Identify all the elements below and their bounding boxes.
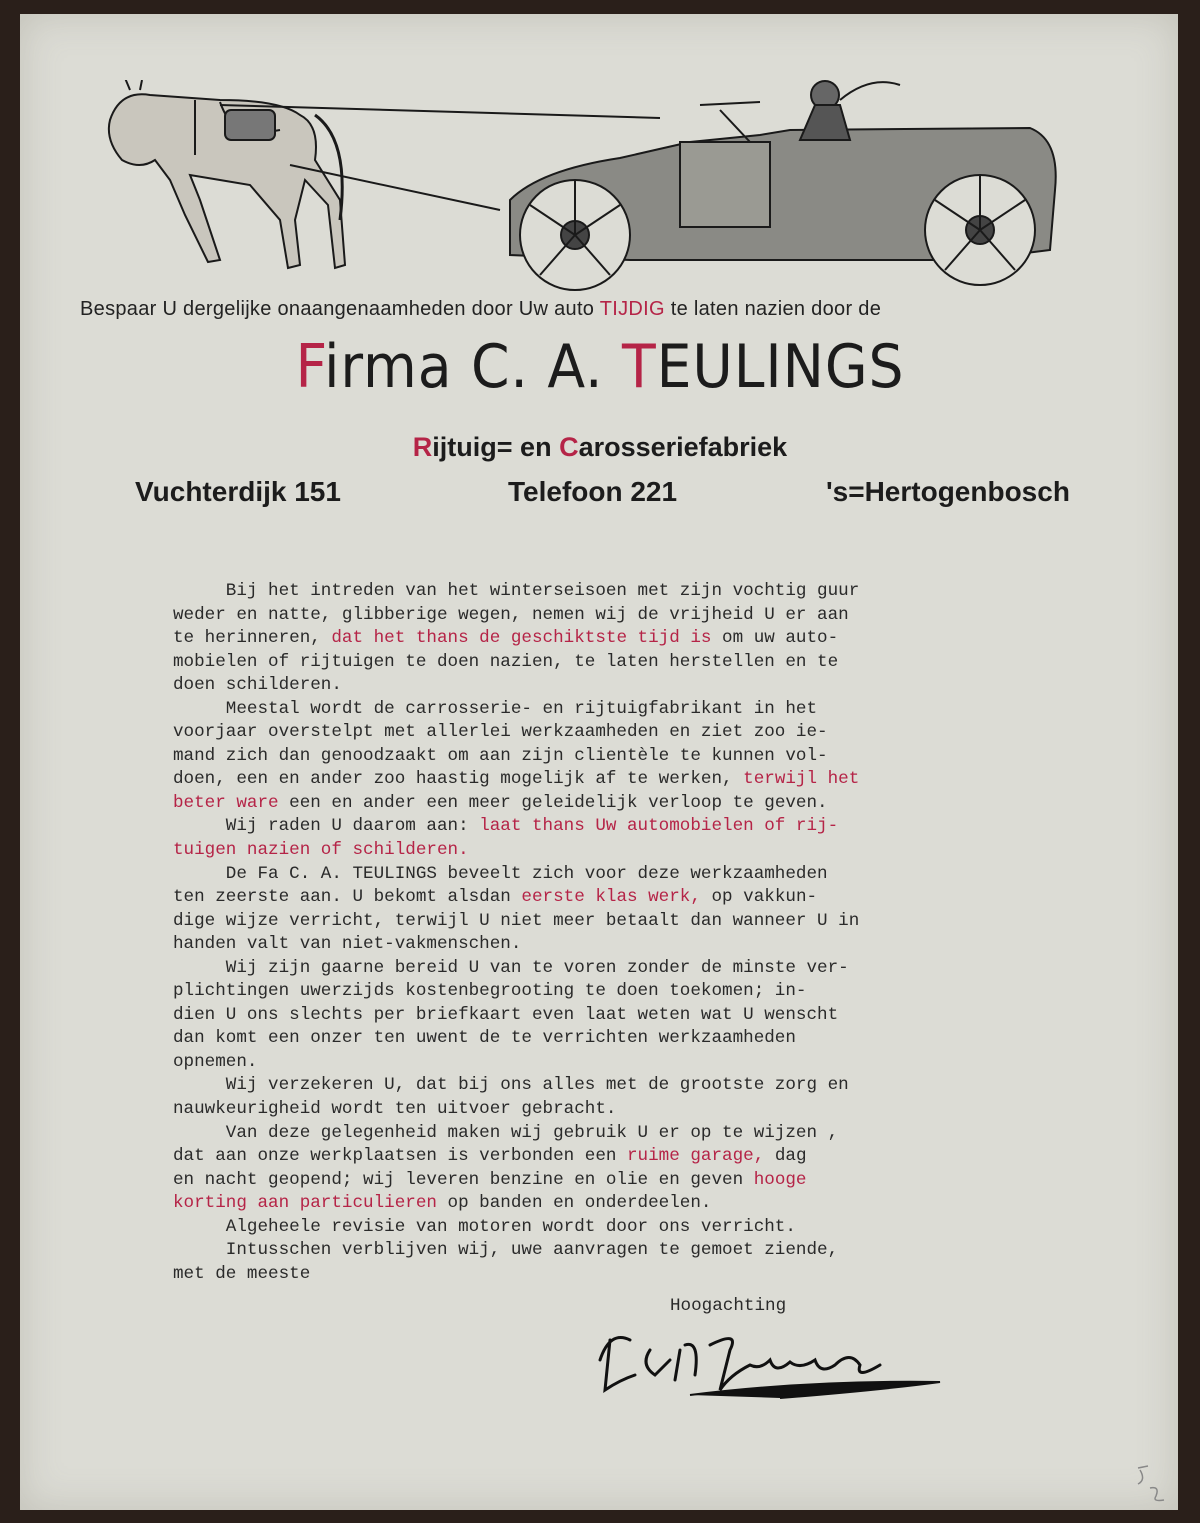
tagline-text-2: te laten nazien door de [664, 298, 882, 320]
tagline-text-1: Bespaar U dergelijke onaangenaamheden door Uw auto [80, 298, 600, 320]
horse-towing-car-illustration [100, 80, 1070, 295]
tagline [80, 298, 1120, 321]
street-address: Vuchterdijk 151 [135, 476, 341, 507]
city-name: 's=Hertogenbosch [826, 476, 1070, 507]
letter-body: Bij het intreden van het winterseisoen met zijn vochtig guur weder en natte, glibberige wegen, nemen wij de vrijheid U er aan te herinneren, dat het thans de geschiktste tijd is om uw auto- mobielen of rijtuigen te doen nazien, te laten herstellen en te doen schilderen. Meestal wordt de carrosserie- en rijtuigfabrikant in het voorjaar overstelpt met allerlei werkzaamheden en ziet zoo ie- mand zich dan genoodzaakt om aan zijn clientèle te kunnen vol- doen, een en ander zoo haastig mogelijk af te werken, terwijl het beter ware een en ander een meer geleidelijk verloop te geven. Wij raden U daarom aan: laat thans Uw automobielen of rij- tuigen nazien of schilderen. De Fa C. A. TEULINGS beveelt zich voor deze werkzaamheden ten zeerste aan. U bekomt alsdan eerste klas werk, op vakkun- dige wijze verricht, terwijl U niet meer betaalt dan wanneer U in handen valt van niet-vakmenschen. Wij zijn gaarne bereid U van te voren zonder de minste ver- plichtingen uwerzijds kostenbegrooting te doen toekomen; in- dien U ons slechts per briefkaart even laat weten wat U wenscht dan komt een onzer ten uwent de te verrichten werkzaamheden opnemen. Wij verzekeren U, dat bij ons alles met de grootste zorg en nauwkeurigheid wordt ten uitvoer gebracht. Van deze gelegenheid maken wij gebruik U er op te wijzen , dat aan onze werkplaatsen is verbonden een ruime garage, dag en nacht geopend; wij leveren benzine en olie en geven hooge korting aan particulieren op banden en onderdeelen. Algeheele revisie van motoren wordt door ons verricht. Intusschen verblijven wij, uwe aanvragen te gemoet ziende, met de meeste [173, 581, 860, 1284]
car-icon [510, 81, 1056, 290]
closing-salutation: Hoogachting [670, 1296, 787, 1316]
pencil-annotation [1130, 1460, 1180, 1510]
tagline-emphasis: TIJDIG [599, 298, 665, 320]
handwritten-signature [580, 1320, 960, 1420]
company-subtitle: Rijtuig= en Carosseriefabriek [412, 432, 788, 462]
telephone-number: Telefoon 221 [508, 476, 678, 507]
firm-name-heading: Firma C. A. TEULINGS [295, 332, 905, 402]
